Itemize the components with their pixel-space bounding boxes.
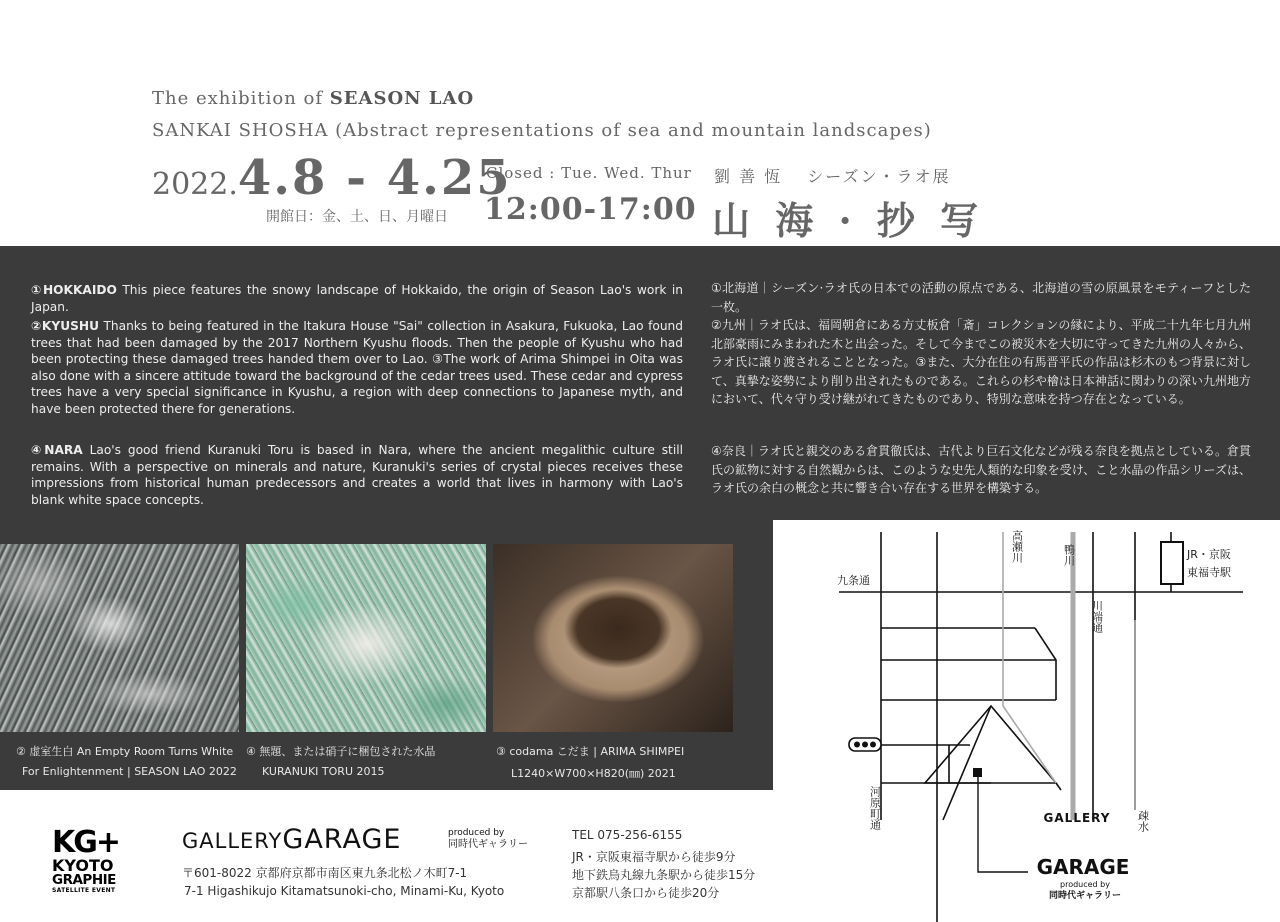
en-heading-hokkaido: ①HOKKAIDO	[31, 283, 117, 297]
gallery-garage-logo	[182, 824, 401, 855]
produced-by	[448, 828, 528, 850]
gallery-logo-small: GALLERY	[182, 829, 283, 853]
opening-hours: 12:00-17:00	[484, 192, 697, 227]
en-body-nara: Lao's good friend Kuranuki Toru is based in Nara, where the ancient megalithic culture still remains. With a perspective on minerals and nature, Kuranuki's series of crystal pieces receives these impressions from historical human predecessors and creates a world that lives in harmony with Lao's blank white space concepts.	[31, 443, 683, 507]
en-paragraph-kyushu	[31, 318, 683, 418]
date-range: 4.8 - 4.25	[237, 150, 512, 206]
artwork-photo-empty-room	[0, 544, 239, 732]
heading-prefix: The exhibition of	[152, 88, 330, 109]
caption-codama-line2: L1240×W700×H820(㎜) 2021	[511, 767, 676, 780]
date-year: 2022.	[152, 167, 238, 202]
kg-kyoto: KYOTO	[52, 856, 114, 875]
artist-name: SEASON LAO	[329, 88, 475, 109]
en-paragraph-nara	[31, 442, 683, 508]
exhibition-title-jp: 山 海 · 抄 写	[712, 198, 985, 243]
exhibition-title-en: SANKAI SHOSHA (Abstract representations of sea and mountain landscapes)	[152, 120, 932, 141]
map-gallery-big: GARAGE	[1036, 855, 1130, 879]
en-paragraph-hokkaido	[31, 282, 683, 315]
map-label-kujo: 九条通	[837, 574, 870, 587]
en-heading-nara: ④NARA	[31, 443, 83, 457]
en-body-kyushu: Thanks to being featured in the Itakura House "Sai" collection in Asakura, Fukuoka, Lao found trees that had been damaged by the 2017 Northern Kyushu floods. Then the people of Kyushu who had been protecting these damaged trees handed them over to Lao. ③The work of Arima Shimpei in Oita was also done with a sincere attitude toward the background of the cedar trees used. These cedar and cypress trees have a very special significance in Kyushu, a region with deep connections to Japanese myth, and have been protected there for generations.	[31, 319, 684, 416]
jp-paragraph-kyushu: ②九州｜ラオ氏は、福岡朝倉にある方丈板倉「斎」コレクションの縁により、平成二十九年七月九州北部豪雨にみまわれた木と出会った。そして今までこの被災木を大切に守ってきた九州の人々から、ラオ氏に譲り渡されることとなった。③また、大分在住の有馬晋平氏の作品は杉木のもつ背景に対して、真摯な姿勢により削り出されたものである。これらの杉や檜は日本神話に関わりの深い九州地方において、代々守り受け継がれてきたものであり、特別な意味を持つ存在となっている。	[711, 318, 1252, 406]
tel: TEL 075-256-6155	[572, 828, 683, 842]
kg-graphie: GRAPHIE	[52, 872, 116, 888]
caption-crystal-line2: KURANUKI TORU 2015	[262, 765, 385, 778]
exhibition-subtitle-jp: 劉 善 恆 シーズン・ラオ展	[714, 167, 951, 186]
kg-satellite: SATELLITE EVENT	[52, 886, 116, 894]
caption-empty-room-line2: For Enlightenment | SEASON LAO 2022	[22, 765, 237, 778]
map-gallery-marker	[973, 768, 982, 777]
caption-codama-line1: ③ codama こだま | ARIMA SHIMPEI	[496, 745, 685, 758]
map-label-kamogawa: 鴨川	[1062, 544, 1076, 566]
map-produced-name: 同時代ギャラリー	[1048, 891, 1122, 901]
address-jp: 〒601-8022 京都府京都市南区東九条北松ノ木町7-1	[182, 866, 468, 880]
access-kyoto-station: 京都駅八条口から徒歩20分	[572, 886, 720, 900]
kg-plus-mark: KG+	[52, 825, 120, 860]
jp-paragraph-nara: ④奈良｜ラオ氏と親交のある倉貫徹氏は、古代より巨石文化などが残る奈良を拠点としている。倉貫氏の鉱物に対する自然観からは、このような史先人類的な印象を受け、こと水晶の作品シリーズは、ラオ氏の余白の概念と共に響き合い存在する世界を構築する。	[711, 444, 1251, 495]
map-label-sosui: 疎水	[1136, 810, 1150, 832]
caption-empty-room-line1: ② 虚室生白 An Empty Room Turns White	[16, 745, 234, 758]
closed-days: Closed : Tue. Wed. Thur	[486, 164, 692, 182]
address-en: 7-1 Higashikujo Kitamatsunoki-cho, Minami-Ku, Kyoto	[184, 884, 505, 898]
access-subway: 地下鉄烏丸線九条駅から徒歩15分	[572, 868, 756, 882]
map-label-kawabata: 川端通	[1090, 600, 1104, 633]
map-label-station-1: JR・京阪	[1187, 548, 1231, 561]
access-jr: JR・京阪東福寺駅から徒歩9分	[572, 850, 736, 864]
map-label-takasegawa: 高瀬川	[1010, 530, 1024, 563]
exhibition-dates	[152, 150, 512, 206]
map-produced-by: produced by	[1060, 880, 1110, 889]
map-gallery-small: GALLERY	[1043, 811, 1111, 825]
caption-crystal-line1: ④ 無題、または硝子に梱包された水晶	[246, 745, 436, 758]
map-label-kawaramachi: 河原町通	[868, 786, 882, 830]
en-heading-kyushu: ②KYUSHU	[31, 319, 99, 333]
artwork-photo-crystal-glass	[246, 544, 486, 732]
access-map	[773, 520, 1280, 922]
produced-by-name: 同時代ギャラリー	[448, 839, 528, 850]
gallery-logo-big: GARAGE	[282, 824, 402, 855]
artwork-photo-codama-wood	[493, 544, 733, 732]
map-label-station-2: 東福寺駅	[1187, 566, 1231, 579]
jp-paragraph-hokkaido: ①北海道｜シーズン·ラオ氏の日本での活動の原点である、北海道の雪の原風景をモティーフとした一枚。	[711, 281, 1251, 314]
open-days: 開館日：金、土、日、月曜日	[266, 209, 448, 225]
produced-by-label: produced by	[448, 828, 505, 838]
exhibition-heading	[152, 88, 474, 109]
kyotographie-logo	[52, 825, 138, 894]
map-station-box	[1161, 542, 1183, 584]
en-body-hokkaido: This piece features the snowy landscape of Hokkaido, the origin of Season Lao's work in Japan.	[31, 283, 684, 314]
